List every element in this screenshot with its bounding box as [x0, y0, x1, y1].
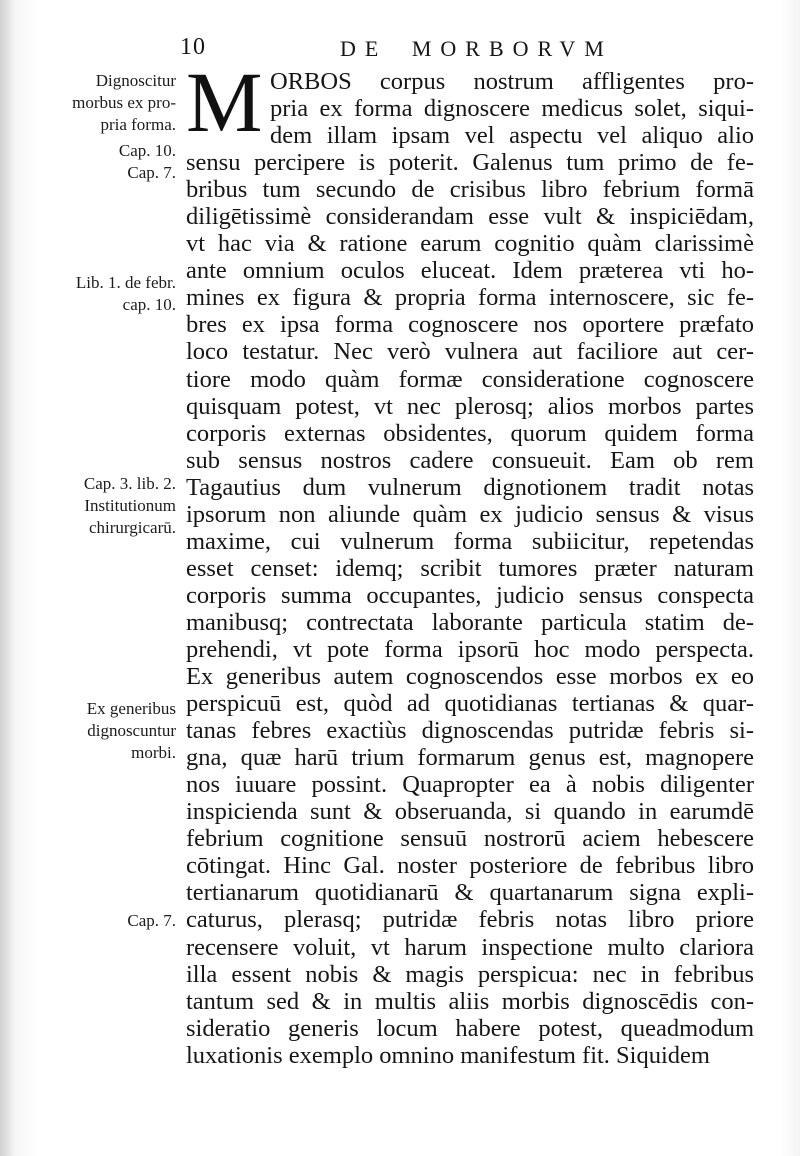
marginal-note	[26, 698, 176, 764]
text-line: recensere voluit, vt harum inspectione multo clariora	[186, 933, 754, 961]
marginal-note-line: Ex generibus	[86, 699, 176, 718]
text-line: cōtingat. Hinc Gal. noster posteriore de febribus libro	[186, 852, 754, 880]
text-line: tertianarum quotidianarū & quartanarum signa expli-	[186, 879, 754, 907]
marginal-note	[26, 473, 176, 539]
marginal-note-line: Cap. 7.	[127, 911, 176, 930]
text-line: prehendi, vt pote forma ipsorū hoc modo perspecta.	[186, 635, 754, 663]
text-line: sideratio generis locum habere potest, queadmodum	[186, 1014, 754, 1042]
marginal-note-line: chirurgicarū.	[88, 518, 176, 537]
text-line: Tagautius dum vulnerum dignotionem tradit notas	[186, 473, 754, 501]
body-text	[186, 68, 754, 1069]
page-header	[180, 34, 770, 62]
text-line: Ex generibus autem cognoscendos esse morbos ex eo	[186, 663, 754, 691]
text-line: tanas febres exactiùs dignoscendas putridæ febris si-	[186, 717, 754, 745]
text-line: corporis summa occupantes, judicio sensus conspecta	[186, 581, 754, 609]
marginal-note	[26, 910, 176, 932]
marginal-note-line: Cap. 10.	[118, 141, 176, 160]
text-line: illa essent nobis & magis perspicua: nec in febribus	[186, 960, 754, 988]
text-line: perspicuū est, quòd ad quotidianas tertianas & quar-	[186, 690, 754, 718]
text-line: vt hac via & ratione earum cognitio quàm clarissimè	[186, 230, 754, 258]
marginal-note-line: pria forma.	[100, 115, 176, 134]
text-line: luxationis exemplo omnino manifestum fit. Siquidem	[186, 1041, 710, 1069]
text-line: manibusq; contrectata laborante particula statim de-	[186, 608, 754, 636]
text-line: sub sensus nostros cadere consueuit. Eam ob rem	[186, 446, 754, 474]
marginal-note-line: morbi.	[131, 743, 176, 762]
text-line: ante omnium oculos eluceat. Idem præterea vti ho-	[186, 257, 754, 285]
text-line: sensu percipere is poterit. Galenus tum primo de fe-	[186, 149, 754, 177]
text-line: corporis externas obsidentes, quorum quidem forma	[186, 419, 754, 447]
marginal-note	[26, 272, 176, 316]
text-line: pria ex forma dignoscere medicus solet, siqui-	[270, 95, 754, 123]
marginal-note-line: cap. 10.	[122, 295, 176, 314]
text-line: caturus, plerasq; putridæ febris notas libro priore	[186, 906, 754, 934]
marginal-note-line: Cap. 3. lib. 2.	[83, 474, 176, 493]
marginal-note-line: morbus ex pro-	[72, 93, 176, 112]
text-line: nos iuuare possint. Quapropter ea à nobis diligenter	[186, 771, 754, 799]
text-line: bribus tum secundo de crisibus libro febrium formā	[186, 176, 754, 204]
text-line: ipsorum non aliunde quàm ex judicio sensus & visus	[186, 500, 754, 528]
text-line: tantum sed & in multis aliis morbis dignoscēdis con-	[186, 987, 754, 1015]
text-line: bres ex ipsa forma cognoscere nos oportere præfato	[186, 311, 754, 339]
text-line: loco testatur. Nec verò vulnera aut faciliore aut cer-	[186, 338, 754, 366]
text-line: esset censet: idemq; scribit tumores præter naturam	[186, 554, 754, 582]
text-line: diligētissimè considerandam esse vult & inspiciēdam,	[186, 203, 754, 231]
text-line: quisquam potest, vt nec plerosq; alios morbos partes	[186, 392, 754, 420]
text-line: ORBOS corpus nostrum affligentes pro-	[270, 68, 754, 95]
marginal-note-line: Institutionum	[84, 496, 176, 515]
drop-capital: M	[186, 54, 263, 150]
text-line: febrium cognitione sensuū nostrorū aciem hebescere	[186, 825, 754, 853]
text-line: inspicienda sunt & obseruanda, si quando in earumdē	[186, 798, 754, 826]
marginal-note-line: dignoscuntur	[87, 721, 176, 740]
running-title: DE MORBORVM	[340, 36, 613, 61]
text-line: gna, quæ harū trium formarum genus est, magnopere	[186, 744, 754, 772]
text-line: dem illam ipsam vel aspectu vel aliquo alio	[270, 122, 754, 150]
marginal-note	[26, 70, 176, 136]
marginal-note-line: Lib. 1. de febr.	[75, 273, 176, 292]
gutter-shadow	[0, 0, 14, 1156]
marginal-note-line: Dignoscitur	[95, 71, 176, 90]
marginal-note	[26, 140, 176, 184]
page-number: 10	[180, 34, 206, 60]
text-line: tiore modo quàm formæ consideratione cognoscere	[186, 365, 754, 393]
text-line: mines ex figura & propria forma internoscere, sic fe-	[186, 284, 754, 312]
text-line: maxime, cui vulnerum forma subiicitur, repetendas	[186, 527, 754, 555]
marginal-note-line: Cap. 7.	[127, 163, 176, 182]
